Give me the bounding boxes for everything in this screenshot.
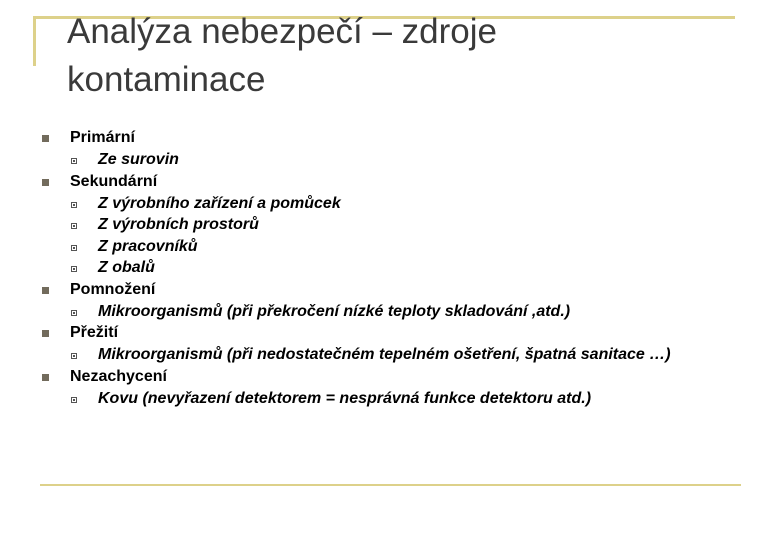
hollow-square-bullet-icon [71, 353, 77, 359]
title-rule-left [33, 16, 36, 66]
sub-list [70, 193, 760, 279]
hollow-square-bullet-icon [71, 158, 77, 164]
sub-item-label: Z výrobního zařízení a pomůcek [98, 194, 341, 212]
square-bullet-icon [42, 287, 49, 294]
square-bullet-icon [42, 135, 49, 142]
item-label: Primární [70, 129, 135, 146]
hollow-square-bullet-icon [71, 397, 77, 403]
sub-item-label: Z výrobních prostorů [98, 216, 259, 233]
sub-item [70, 193, 760, 215]
hollow-square-bullet-icon [71, 266, 77, 272]
sub-item [70, 214, 760, 236]
list-item [40, 322, 760, 366]
square-bullet-icon [42, 330, 49, 337]
sub-item-label: Ze surovin [98, 151, 179, 168]
hollow-square-bullet-icon [71, 310, 77, 316]
sub-item-label: Z obalů [98, 259, 155, 276]
content-list [40, 127, 760, 409]
sub-item [70, 149, 760, 171]
sub-item-label: Mikroorganismů (při nedostatečném tepelném ošetření, špatná sanitace …) [98, 346, 671, 363]
sub-item-label: Kovu (nevyřazení detektorem = nesprávná funkce detektoru atd.) [98, 389, 592, 407]
sub-list [70, 344, 760, 366]
sub-item [70, 344, 760, 366]
hollow-square-bullet-icon [71, 223, 77, 229]
sub-list [70, 301, 760, 323]
bottom-rule [40, 484, 741, 486]
hollow-square-bullet-icon [71, 202, 77, 208]
square-bullet-icon [42, 374, 49, 381]
sub-item [70, 236, 760, 258]
hollow-square-bullet-icon [71, 245, 77, 251]
sub-item [70, 301, 760, 323]
list-item [40, 366, 760, 410]
item-label: Sekundární [70, 172, 158, 190]
sub-item-label: Z pracovníků [98, 237, 198, 255]
item-label: Přežití [70, 324, 119, 341]
sub-item-label: Mikroorganismů (při překročení nízké teploty skladování ,atd.) [98, 302, 571, 320]
sub-item [70, 388, 760, 410]
item-label: Pomnožení [70, 280, 156, 298]
sub-list [70, 149, 760, 171]
list-item [40, 171, 760, 279]
item-label: Nezachycení [70, 367, 167, 385]
sub-list [70, 388, 760, 410]
square-bullet-icon [42, 179, 49, 186]
sub-item [70, 257, 760, 279]
list-item [40, 279, 760, 323]
list-item [40, 127, 760, 171]
slide-title: Analýza nebezpečí – zdroje kontaminace [67, 12, 497, 99]
